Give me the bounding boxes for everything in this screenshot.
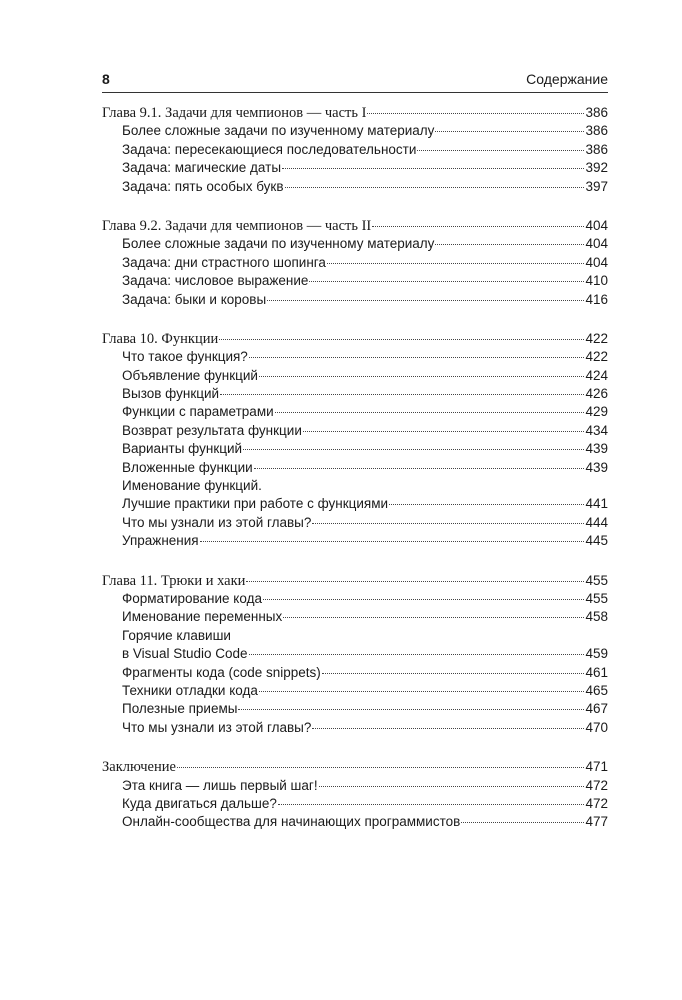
page-header — [102, 71, 608, 89]
dot-leader — [367, 113, 584, 114]
table-of-contents — [102, 104, 608, 853]
toc-section-entry — [102, 422, 608, 440]
toc-section-entry — [102, 682, 608, 700]
toc-section-entry-page: 426 — [585, 386, 608, 402]
toc-section-entry — [102, 291, 608, 309]
dot-leader — [312, 728, 584, 729]
toc-section-entry-page: 458 — [585, 609, 608, 625]
toc-section-entry-page: 441 — [585, 496, 608, 512]
toc-section-entry — [102, 477, 608, 495]
toc-chapter — [102, 758, 608, 832]
toc-section-entry-title: Задача: пять особых букв — [122, 178, 284, 194]
toc-section-entry-page: 386 — [585, 123, 608, 139]
toc-section-entry-title: Варианты функций — [122, 441, 243, 457]
toc-section-entry-title: Полезные приемы — [122, 701, 238, 717]
header-rule — [102, 92, 608, 93]
toc-section-entry-page: 445 — [585, 533, 608, 549]
toc-section-entry-title: Фрагменты кода (code snippets) — [122, 664, 321, 680]
toc-section-entry-page: 422 — [585, 349, 608, 365]
toc-section-entry — [102, 700, 608, 718]
toc-section-entry — [102, 627, 608, 645]
toc-section-entry-title: Более сложные задачи по изученному материалу — [122, 236, 435, 252]
toc-section-entry-page: 434 — [585, 422, 608, 438]
toc-section-entry — [102, 254, 608, 272]
toc-section-entry — [102, 514, 608, 532]
toc-section-entry — [102, 495, 608, 513]
dot-leader — [246, 581, 584, 582]
dot-leader — [283, 617, 584, 618]
toc-section-entry-title: Более сложные задачи по изученному материалу — [122, 123, 435, 139]
toc-chapter-entry — [102, 330, 608, 348]
dot-leader — [389, 504, 584, 505]
toc-section-entry — [102, 795, 608, 813]
dot-leader — [285, 187, 585, 188]
dot-leader — [282, 168, 584, 169]
toc-section-entry — [102, 159, 608, 177]
toc-section-entry-page: 386 — [585, 141, 608, 157]
dot-leader — [461, 822, 584, 823]
toc-section-entry-title: в Visual Studio Code — [122, 646, 248, 662]
toc-section-entry-title: Задача: пересекающиеся последовательности — [122, 141, 417, 157]
dot-leader — [263, 599, 585, 600]
toc-chapter-entry-page: 471 — [585, 759, 608, 775]
toc-section-entry — [102, 664, 608, 682]
dot-leader — [278, 804, 585, 805]
toc-section-entry-title: Задача: дни страстного шопинга — [122, 254, 326, 270]
dot-leader — [177, 767, 585, 768]
dot-leader — [200, 541, 585, 542]
toc-section-entry-page: 455 — [585, 590, 608, 606]
toc-section-entry-title: Форматирование кода — [122, 590, 262, 606]
toc-section-entry-page: 404 — [585, 254, 608, 270]
toc-section-entry-page: 444 — [585, 514, 608, 530]
dot-leader — [219, 339, 584, 340]
page-number: 8 — [102, 71, 110, 87]
toc-section-entry-page: 470 — [585, 719, 608, 735]
dot-leader — [312, 523, 584, 524]
toc-chapter-entry-title: Глава 9.2. Задачи для чемпионов — часть II — [102, 217, 372, 234]
toc-section-entry-title: Объявление функций — [122, 367, 258, 383]
dot-leader — [435, 131, 584, 132]
toc-chapter-entry-title: Заключение — [102, 759, 176, 776]
toc-section-entry-title: Вложенные функции — [122, 459, 253, 475]
toc-section-entry-title: Именование переменных — [122, 609, 283, 625]
toc-section-entry-title: Задача: быки и коровы — [122, 291, 267, 307]
dot-leader — [259, 376, 585, 377]
toc-section-entry — [102, 367, 608, 385]
toc-chapter-entry — [102, 572, 608, 590]
dot-leader — [249, 357, 585, 358]
dot-leader — [417, 150, 584, 151]
dot-leader — [249, 654, 585, 655]
toc-section-entry-title: Куда двигаться дальше? — [122, 795, 277, 811]
toc-section-entry — [102, 122, 608, 140]
dot-leader — [435, 244, 584, 245]
dot-leader — [238, 709, 584, 710]
toc-section-entry-page: 472 — [585, 777, 608, 793]
dot-leader — [309, 281, 584, 282]
toc-chapter-entry-title: Глава 11. Трюки и хаки — [102, 572, 246, 589]
toc-section-entry-page: 461 — [585, 664, 608, 680]
toc-section-entry — [102, 532, 608, 550]
toc-section-entry-title: Горячие клавиши — [122, 627, 231, 643]
toc-section-entry-page: 439 — [585, 459, 608, 475]
toc-section-entry-title: Упражнения — [122, 533, 199, 549]
toc-chapter-entry-page: 386 — [585, 105, 608, 120]
toc-section-entry-title: Техники отладки кода — [122, 682, 258, 698]
toc-section-entry-page: 467 — [585, 701, 608, 717]
toc-chapter-entry — [102, 104, 608, 122]
toc-section-entry-page: 459 — [585, 646, 608, 662]
toc-section-entry — [102, 235, 608, 253]
dot-leader — [275, 412, 585, 413]
toc-chapter-entry — [102, 758, 608, 776]
dot-leader — [327, 263, 585, 264]
toc-section-entry — [102, 719, 608, 737]
toc-section-entry — [102, 403, 608, 421]
toc-chapter — [102, 217, 608, 309]
toc-chapter-entry — [102, 217, 608, 235]
toc-section-entry-title: Задача: числовое выражение — [122, 273, 309, 289]
dot-leader — [372, 226, 584, 227]
toc-section-entry — [102, 608, 608, 626]
dot-leader — [243, 449, 584, 450]
toc-section-entry — [102, 272, 608, 290]
toc-section-entry-title: Вызов функций — [122, 386, 220, 402]
toc-section-entry — [102, 645, 608, 663]
toc-section-entry — [102, 385, 608, 403]
toc-section-entry-page: 404 — [585, 236, 608, 252]
toc-section-entry — [102, 777, 608, 795]
toc-section-entry-title: Что такое функция? — [122, 349, 248, 365]
toc-section-entry — [102, 178, 608, 196]
dot-leader — [319, 786, 585, 787]
toc-chapter-entry-page: 422 — [585, 330, 608, 346]
toc-chapter-entry-title: Глава 10. Функции — [102, 330, 219, 347]
toc-section-entry-title: Онлайн-сообщества для начинающих программистов — [122, 814, 461, 830]
toc-chapter — [102, 572, 608, 738]
toc-section-entry-page: 439 — [585, 441, 608, 457]
toc-section-entry-page: 397 — [585, 178, 608, 194]
toc-section-entry — [102, 141, 608, 159]
toc-section-entry — [102, 459, 608, 477]
toc-section-entry-page: 477 — [585, 814, 608, 830]
toc-chapter-entry-page: 404 — [585, 217, 608, 233]
toc-section-entry — [102, 440, 608, 458]
dot-leader — [220, 394, 584, 395]
toc-section-entry — [102, 590, 608, 608]
toc-section-entry-title: Что мы узнали из этой главы? — [122, 719, 312, 735]
toc-section-entry — [102, 348, 608, 366]
toc-section-entry-title: Что мы узнали из этой главы? — [122, 514, 312, 530]
toc-section-entry-page: 465 — [585, 682, 608, 698]
dot-leader — [322, 673, 585, 674]
dot-leader — [303, 431, 585, 432]
toc-section-entry-title: Эта книга — лишь первый шаг! — [122, 777, 318, 793]
toc-section-entry-page: 392 — [585, 160, 608, 176]
toc-section-entry-page: 472 — [585, 795, 608, 811]
running-title: Содержание — [526, 71, 608, 87]
toc-section-entry-title: Именование функций. — [122, 478, 262, 494]
toc-chapter — [102, 330, 608, 551]
toc-chapter-entry-title: Глава 9.1. Задачи для чемпионов — часть I — [102, 105, 367, 121]
toc-section-entry-title: Задача: магические даты — [122, 160, 282, 176]
toc-section-entry — [102, 813, 608, 831]
toc-section-entry-page: 416 — [585, 291, 608, 307]
dot-leader — [267, 300, 584, 301]
toc-section-entry-title: Функции с параметрами — [122, 404, 274, 420]
dot-leader — [259, 691, 585, 692]
toc-section-entry-title: Возврат результата функции — [122, 422, 302, 438]
toc-section-entry-page: 424 — [585, 367, 608, 383]
toc-section-entry-title: Лучшие практики при работе с функциями — [122, 496, 389, 512]
toc-chapter-entry-page: 455 — [585, 572, 608, 588]
dot-leader — [254, 468, 585, 469]
toc-section-entry-page: 429 — [585, 404, 608, 420]
toc-section-entry-page: 410 — [585, 273, 608, 289]
toc-chapter — [102, 104, 608, 196]
